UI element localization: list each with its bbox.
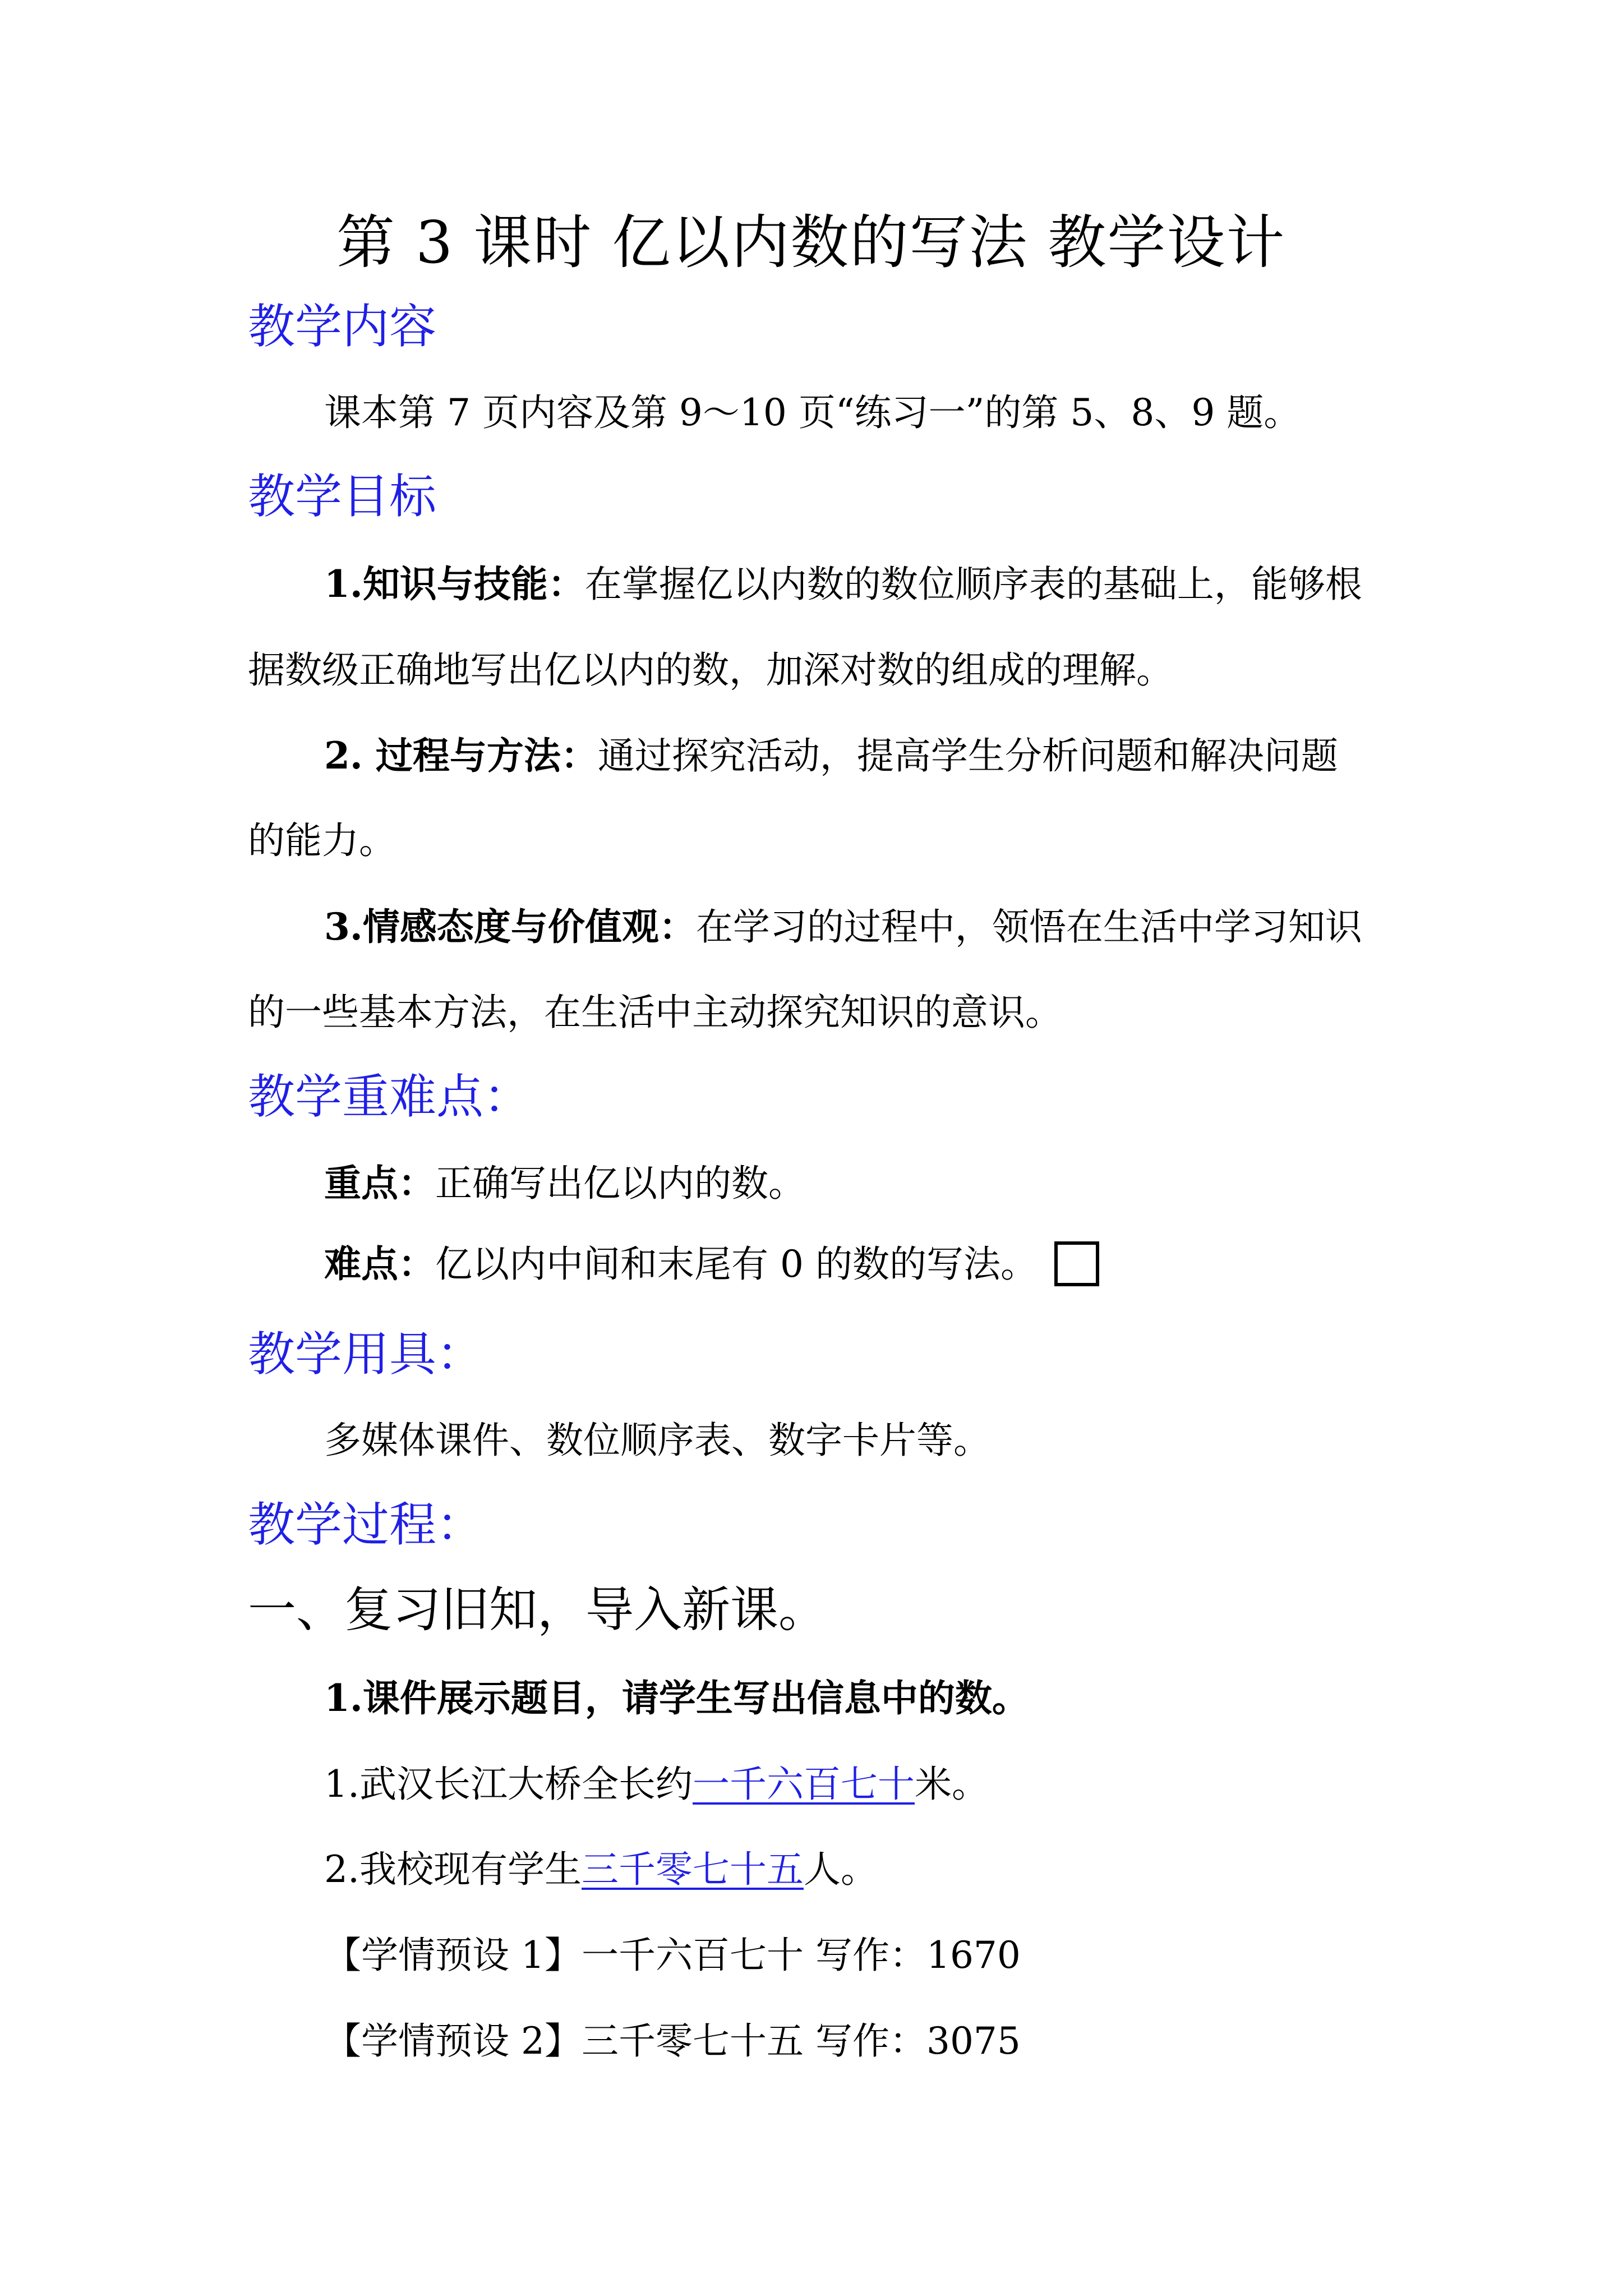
key-point-label: 重点： — [324, 1161, 435, 1205]
question-2-number-link[interactable]: 三千零七十五 — [581, 1848, 804, 1891]
heading-teaching-process: 教学过程： — [248, 1497, 484, 1552]
step-1-text: 1.课件展示题目，请学生写出信息中的数。 — [324, 1676, 1029, 1720]
goal-2-line-1 — [324, 734, 1338, 777]
goal-2-line-2: 的能力。 — [248, 819, 396, 862]
goal-1-text: 在掌握亿以内数的数位顺序表的基础上，能够根 — [584, 563, 1362, 606]
question-1-prefix: 1.武汉长江大桥全长约 — [324, 1763, 693, 1806]
goal-3-text: 在学习的过程中，领悟在生活中学习知识 — [695, 905, 1362, 949]
preset-2-text: 【学情预设 2】三千零七十五 写作：3075 — [324, 2019, 1021, 2063]
difficult-point-label: 难点： — [324, 1242, 435, 1286]
question-1 — [324, 1763, 989, 1806]
question-2-prefix: 2.我校现有学生 — [324, 1848, 582, 1891]
question-2 — [324, 1848, 878, 1891]
heading-teaching-goals: 教学目标 — [248, 469, 437, 524]
goal-1-line-2: 据数级正确地写出亿以内的数，加深对数的组成的理解。 — [248, 648, 1173, 692]
goal-1-label: 1.知识与技能： — [324, 562, 585, 606]
heading-teaching-content: 教学内容 — [248, 299, 437, 354]
goal-2-label: 2. 过程与方法： — [324, 734, 598, 777]
preset-1-text: 【学情预设 1】一千六百七十 写作：1670 — [324, 1934, 1021, 1977]
question-1-number-link[interactable]: 一千六百七十 — [692, 1763, 915, 1806]
key-point — [324, 1161, 805, 1205]
heading-teaching-tools: 教学用具： — [248, 1327, 484, 1382]
goal-3-line-1 — [324, 905, 1362, 949]
goal-1-line-1 — [324, 562, 1362, 606]
goal-2-text: 通过探究活动，提高学生分析问题和解决问题 — [597, 734, 1338, 777]
goal-3-line-2: 的一些基本方法，在生活中主动探究知识的意识。 — [248, 991, 1062, 1034]
heading-key-points: 教学重难点： — [248, 1069, 531, 1124]
part-one-heading: 一、复习旧知，导入新课。 — [248, 1582, 827, 1638]
key-point-text: 正确写出亿以内的数。 — [435, 1162, 805, 1205]
difficult-point — [324, 1242, 1099, 1290]
document-title: 第 3 课时 亿以内数的写法 教学设计 — [336, 208, 1286, 277]
checkbox-square[interactable] — [1054, 1241, 1099, 1286]
teaching-content-text: 课本第 7 页内容及第 9～10 页“练习一”的第 5、8、9 题。 — [324, 391, 1301, 434]
question-1-suffix: 米。 — [914, 1763, 989, 1806]
question-2-suffix: 人。 — [803, 1848, 878, 1891]
goal-3-label: 3.情感态度与价值观： — [324, 905, 696, 949]
teaching-tools-text: 多媒体课件、数位顺序表、数字卡片等。 — [324, 1419, 990, 1462]
difficult-point-text: 亿以内中间和末尾有 0 的数的写法。 — [435, 1243, 1038, 1286]
